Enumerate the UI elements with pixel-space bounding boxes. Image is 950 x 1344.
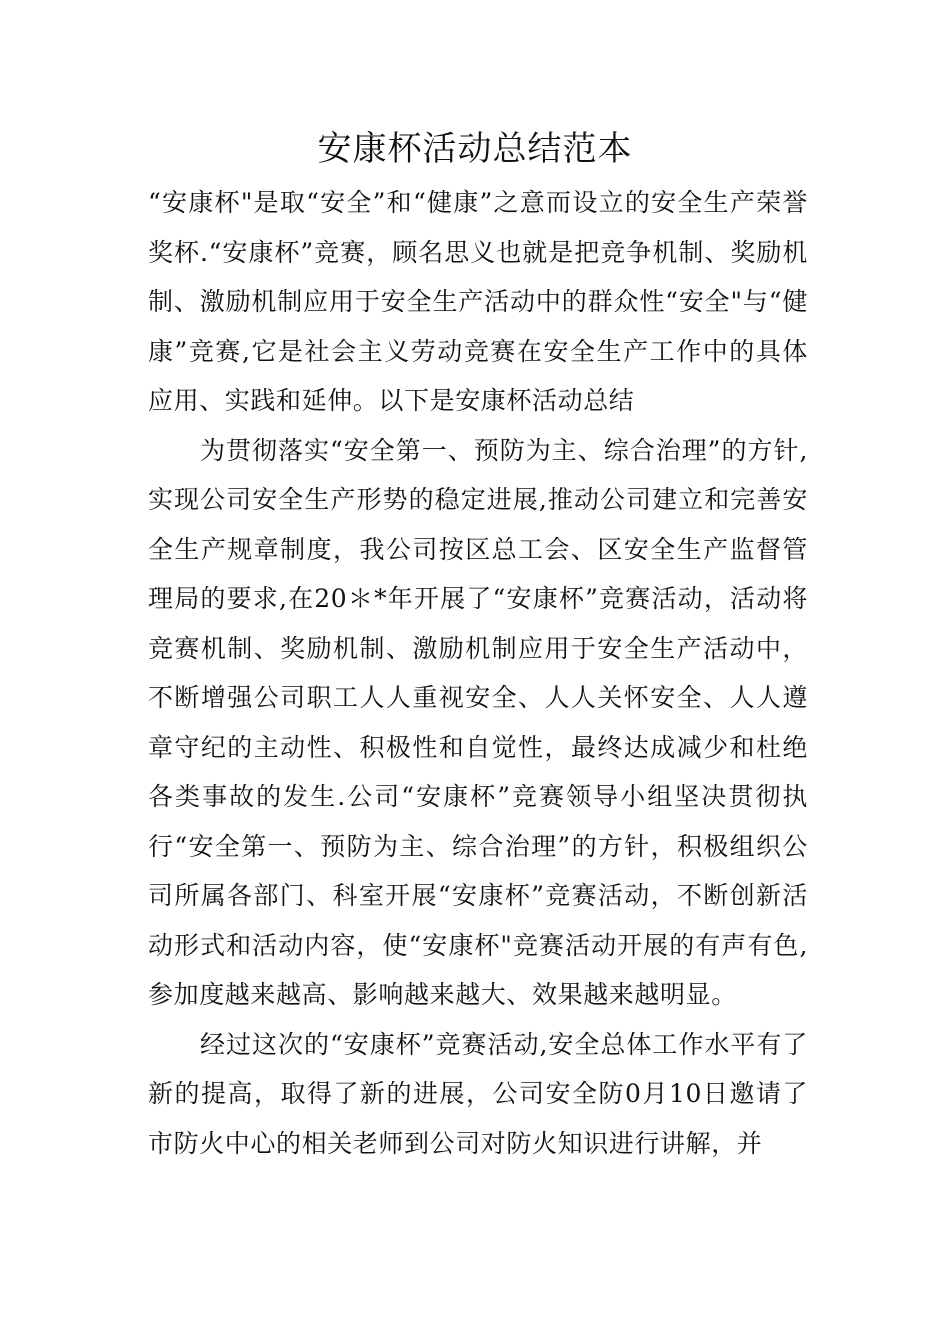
body-paragraph-1: 为贯彻落实“安全第一、预防为主、综合治理”的方针,实现公司安全生产形势的稳定进展,推动公司建立和完善安全生产规章制度，我公司按区总工会、区安全生产监督管理局的要求,在20＊*年开展了“安康杯”竞赛活动，活动将竞赛机制、奖励机制、激励机制应用于安全生产活动中，不断增强公司职工人人重视安全、人人关怀安全、人人遵章守纪的主动性、积极性和自觉性，最终达成减少和杜绝各类事故的发生.公司“安康杯”竞赛领导小组坚决贯彻执行“安全第一、预防为主、综合治理”的方针，积极组织公司所属各部门、科室开展“安康杯”竞赛活动，不断创新活动形式和活动内容，使“安康杯"竞赛活动开展的有声有色,参加度越来越高、影响越来越大、效果越来越明显。	[148, 435, 808, 1009]
document-body	[148, 178, 808, 1168]
intro-paragraph: “安康杯"是取“安全”和“健康”之意而设立的安全生产荣誉奖杯.“安康杯”竞赛，顾名思义也就是把竞争机制、奖励机制、激励机制应用于安全生产活动中的群众性“安全"与“健康”竞赛,它是社会主义劳动竞赛在安全生产工作中的具体应用、实践和延伸。以下是安康杯活动总结	[148, 188, 808, 415]
document-title: 安康杯活动总结范本	[317, 129, 633, 169]
body-paragraph-2: 经过这次的“安康杯”竞赛活动,安全总体工作水平有了新的提高，取得了新的进展，公司安全防0月10日邀请了市防火中心的相关老师到公司对防火知识进行讲解，并	[148, 1029, 808, 1158]
